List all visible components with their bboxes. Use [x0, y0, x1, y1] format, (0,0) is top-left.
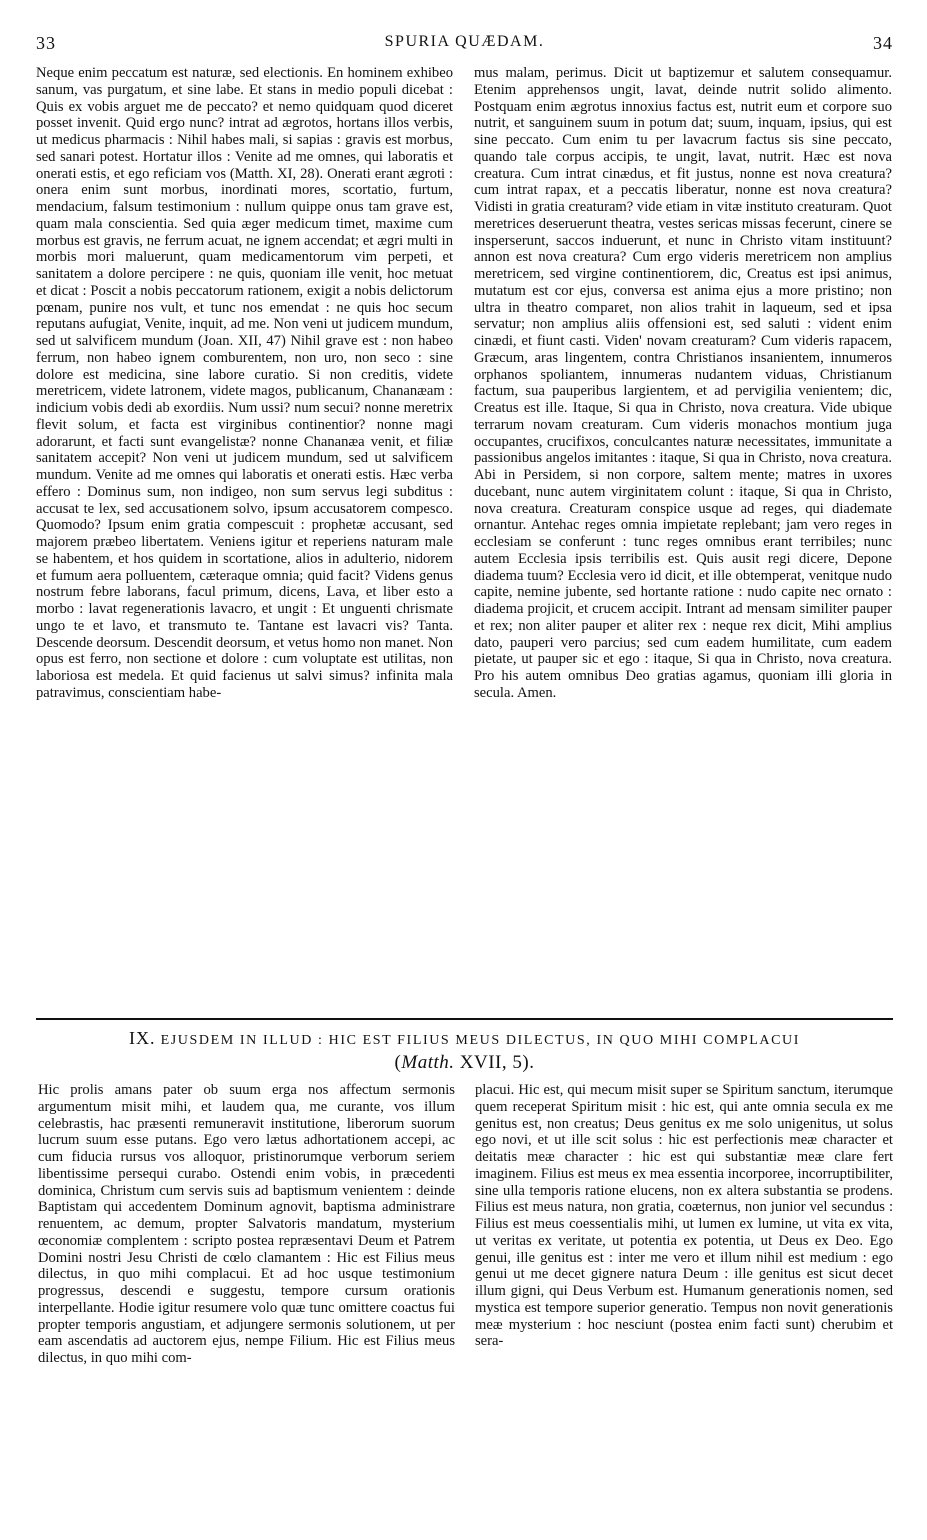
- page-number-left: 33: [36, 33, 56, 53]
- ref-book: Matth.: [401, 1052, 455, 1073]
- page-number-right: 34: [873, 33, 893, 53]
- paragraph: mus malam, perimus. Dicit ut baptizemur et salutem consequamur. Etenim apprehensos ungit, lavat, deinde nutrit solido alimento. Postquam enim ægrotus innoxius factus est, nutrit eum et corpore suo nutrit, et sanguinem suum in potum dat; suum, inquam, ipsius, qui est sine peccato. Cum enim tu per lavacrum factus sis sine peccato, quando tale corpus accipis, te ungit, lavat, nutrit. Hæc est nova creatura. Cum intrat cinædus, et fit justus, nonne est nova creatura? cum intrat rapax, et a peccatis liberatur, nonne est nova creatura? Vidisti in gratia creaturam? vide etiam in vitæ instituto creaturam. Quot meretrices deseruerunt theatra, vestes sericas missas fecerunt, cinere se insperserunt, saccos induerunt, et nunc in Christo vitam instituunt? annon est nova creatura? Cum ergo videris meretricem non amplius meretricem, sed virgine continentiorem, dic, Creatus est ipsi animus, mutatum est cor ejus, conversa est anima ejus a more pristino; non ultra in theatro comparet, non alios trahit in laqueum, sed et ipsa servatur; non amplius aliis offensioni est, sed saluti : vident enim cinædi, et fiunt casti. Viden' novam creaturam? Cum videris rapacem, Græcum, aras lingentem, contra Christianos insanientem, innumeros orphanos spoliantem, innumeras nudantem viduas, Christianum factum, sua pauperibus largientem, et ad pervigilia venientem; dic, Creatus est ille. Itaque, Si qua in Christo, nova creatura. Vide ubique terrarum novam creaturam. Cum videris monachos montium juga occupantes, crucifixos, conculcantes naturæ necessitates, immunitate a passionibus angelos imitantes : itaque, Si qua in Christo, nova creatura. Abi in Persidem, si non corpore, saltem mente; matres in uxores ducebant, nunc autem virginitatem colunt : itaque, Si qua in Christo, nova creatura. Creaturam conspice usque ad reges, qui diademate ornantur. Antehac reges omnia impietate replebant; jam vero reges in ecclesiam se conferunt : tunc reges omnibus erant terribiles; nunc autem Ecclesia ipsis terribilis est. Quis ausit regi dicere, Depone diadema tuum? Ecclesia vero id dicit, et ille obtemperat, venitque nudo capite, nemine jubente, sed hortante ratione : nudo capite nec ornato : diadema projicit, et crucem accipit. Intrant ad mensam similiter pauper et rex; non aliter pauper et aliter rex : neque rex dicit, Mihi amplius dato, pauperi vero parcius; sed cum eadem humilitate, cum eadem pietate, ut pauper sic et ego : itaque, Si qua in Christo, nova creatura. Pro his autem omnibus Deo gratias agamus, quoniam illi gloria in secula. Amen.: [474, 65, 892, 701]
- section-reference: [36, 1052, 893, 1074]
- text-column-top-right: [474, 65, 892, 702]
- paragraph: Hic prolis amans pater ob suum erga nos affectum sermonis argumentum misit mihi, et laudem qua, me curante, vos illum celebrastis, hac præsenti remuneravit institutione, liberorum suorum lucrum suum esse putans. Ego vero lætus adhortationem accepi, ac cum fiducia rursus vos alloquor, pristinorumque verborum seriem libentissime persequi curabo. Ostendi enim vobis, in præcedenti dominica, Christum cum servis suis ad baptismum venientem : deinde Baptistam qui accedentem Dominum agnovit, baptisma administrare renuentem, ac demum, propter Salvatoris mandatum, mysterium œconomiæ complentem : scripto postea repræsentavi Deum et Patrem Domini nostri Jesu Christi de cœlo clamantem : Hic est Filius meus dilectus, in quo mihi complacui. Et ad hoc usque testimonium progressus, descendi e suggestu, tempore cursum orationis interpellante. Hodie igitur resumere volo quæ tunc omittere coactus fui propter temporis angustiam, et adjungere sermonis solutionem, ut per eam ascendatis ad auctorem ejus, nempe Filium. Hic est Filius meus dilectus, in quo mihi com-: [38, 1082, 455, 1366]
- running-title: SPURIA QUÆDAM.: [384, 33, 545, 50]
- text-column-bottom-right: [475, 1082, 893, 1350]
- section-number: IX.: [128, 1028, 156, 1048]
- ref-open: (: [394, 1052, 402, 1073]
- ref-rest: XVII, 5).: [454, 1052, 535, 1073]
- text-column-bottom-left: [38, 1082, 455, 1367]
- running-header: [36, 33, 893, 57]
- section-title-text: EJUSDEM IN ILLUD : HIC EST FILIUS MEUS DILECTUS, IN QUO MIHI COMPLACUI: [160, 1033, 801, 1048]
- section-heading: [36, 1028, 893, 1049]
- text-column-top-left: [36, 65, 453, 702]
- section-divider: [36, 1018, 893, 1020]
- paragraph: Neque enim peccatum est naturæ, sed electionis. En hominem exhibeo sanum, vas purgatum, et sine labe. Et stans in medio populi dicebat : Quis ex vobis arguet me de peccato? et nemo quidquam quod diceret posset invenit. Quid ergo nunc? intrat ad ægrotos, hortans illos verbis, ut medicus pharmacis : Nihil habes mali, si sapias : gravis est morbus, sed sanari potest. Hortatur illos : Venite ad me omnes, qui laboratis et onerati estis, et ego reficiam vos (Matth. XI, 28). Onerati erant ægroti : onera enim sunt morbus, inordinati mores, scortatio, furtum, mendacium, falsum testimonium : nullum quippe onus tam grave est, quam mala conscientia. Sed quia æger medicum timet, maxime cum morbus est gravis, ne ferrum acuat, ne ignem accendat; et ægri multi in morbis mori maluerunt, quam medicamentorum vim perpeti, et sanitatem a dolore percipere : ne quis, quoniam ille venit, hoc metuat et dicat : Poscit a nobis peccatorum rationem, exigit a nobis delictorum pœnam, punire nos vult, et tunc nos emendat : ne quis hoc secum reputans aufugiat, Venite, inquit, ad me. Non veni ut judicem mundum, sed ut salvificem mundum (Joan. XII, 47) Nihil grave est : non habeo ferrum, non habeo ignem comburentem, non uro, non seco : sine dolore est medicina, sine labore curatio. Si non creditis, videte meretricem, videte latronem, videte magos, publicanum, Chananæam : indicium vobis dedi ab exordiis. Num ussi? num secui? nonne meretrix flevit solum, et facta est virginibus continentior? nonne magi adorarunt, et facti sunt evangelistæ? nonne Chananæa venit, et filiæ sanitatem accepit? Non veni ut judicem mundum, sed ut salvificem mundum. Venite ad me omnes qui laboratis et onerati estis. Hæc verba effero : Dominus sum, non indigeo, non sum servus legi subditus : accusat te lex, sed accusationem solvo, ipsum accusatorem compesco. Quomodo? Ipsum enim gratia compescuit : prophetæ accusant, sed majorem præbeo libertatem. Veniens igitur et reperiens naturam male se habentem, et hos quidem in scortatione, alios in adulterio, nidorem et fumum aera polluentem, cæteraque omnia; quid facit? Videns genus nostrum febre laborans, facul primum, dicens, Lava, et liber esto a morbo : lavat regenerationis lavacro, et ungit : Et unguenti chrismate ungo te et lavo, et transmuto te. Tantane est lavacri vis? Tanta. Descende deorsum. Descendit deorsum, et vetus homo non manet. Non opus est ferro, non sectione et dolore : cum voluptate est utilitas, non laboriosa est medela. Et quid facienus ut salvi simus? infinita mala patravimus, conscientiam habe-: [36, 65, 453, 701]
- paragraph: placui. Hic est, qui mecum misit super se Spiritum sanctum, iterumque quem receperat Spiritum misit : hic est, qui ante omnia secula ex me genitus est, non creatus; Deus genitus ex me solo unigenitus, ut solus ego novi, et ut ille scit solus : hic est perfectionis meæ character et deitatis meæ character : hic est qui substantiæ meæ clare fert imaginem. Filius est meus ex mea essentia incorporee, incorruptibiliter, sine ulla temporis ratione elucens, non ex altera substantia se prodens. Filius est meus natura, non gratia, coæternus, non junior vel secundus : Filius est meus coessentialis mihi, ut lumen ex lumine, ut vita ex vita, ut veritas ex veritate, ut potentia ex potentia, ut Deus ex Deo. Ego genui, ille genitus est : inter me vero et illum nihil est medium : ego genui ut me decet gignere natura Deum : ille genitus est sicut decet illum gigni, qui Deus Verbum est. Humanum generationis nomen, sed mystica est tempore superior generatio. Tempus non novit generationis meæ mysterium : hoc nesciunt (postea enim facti sunt) cherubim et sera-: [475, 1082, 893, 1350]
